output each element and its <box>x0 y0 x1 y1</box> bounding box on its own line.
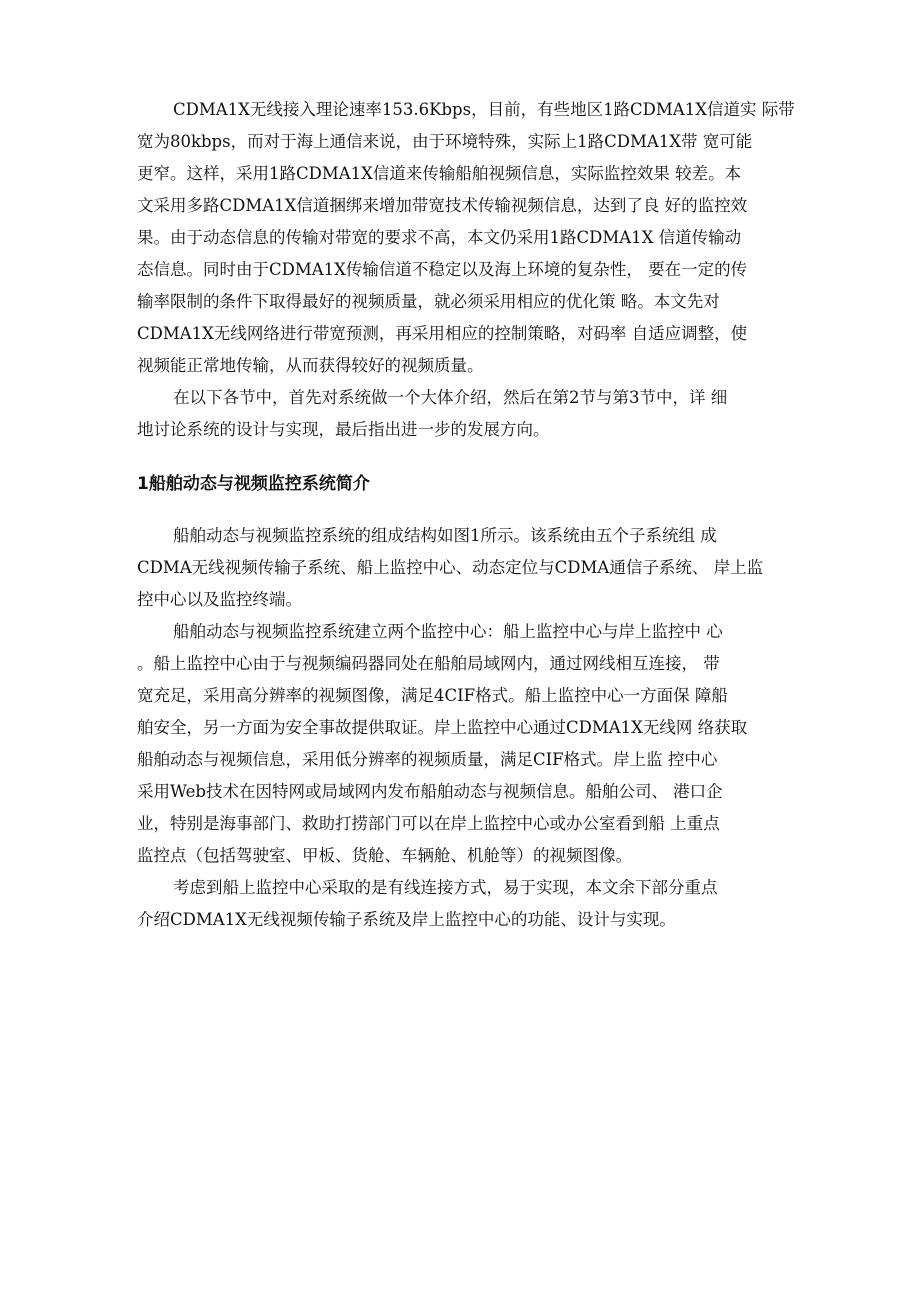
text-line: 控中心以及监控终端。 <box>137 590 302 609</box>
text-line: 业，特别是海事部门、救助打捞部门可以在岸上监控中心或办公室看到船 上重点 <box>137 814 720 833</box>
text-line: 采用Web技术在因特网或局域网内发布船舶动态与视频信息。船舶公司、 港口企 <box>137 782 723 801</box>
text-line: 。船上监控中心由于与视频编码器同处在船舶局域网内，通过网线相互连接， 带 <box>137 654 720 673</box>
section-heading: 1船舶动态与视频监控系统简介 <box>137 474 370 494</box>
paragraph <box>137 382 793 446</box>
document-page <box>137 94 793 936</box>
section-body <box>137 520 793 936</box>
paragraph <box>137 94 793 382</box>
text-line: 舶安全，另一方面为安全事故提供取证。岸上监控中心通过CDMA1X无线网 络获取 <box>137 718 748 737</box>
paragraph <box>137 616 793 872</box>
text-line: CDMA1X无线网络进行带宽预测，再采用相应的控制策略，对码率 自适应调整，使 <box>137 324 748 343</box>
text-line: 船舶动态与视频信息，采用低分辨率的视频质量，满足CIF格式。岸上监 控中心 <box>137 750 718 769</box>
text-line: 船舶动态与视频监控系统建立两个监控中心：船上监控中心与岸上监控中 心 <box>173 622 723 641</box>
text-line: 介绍CDMA1X无线视频传输子系统及岸上监控中心的功能、设计与实现。 <box>137 910 676 929</box>
text-line: 船舶动态与视频监控系统的组成结构如图1所示。该系统由五个子系统组 成 <box>173 526 717 545</box>
text-line: 态信息。同时由于CDMA1X传输信道不稳定以及海上环境的复杂性， 要在一定的传 <box>137 260 748 279</box>
text-line: 文采用多路CDMA1X信道捆绑来增加带宽技术传输视频信息，达到了良 好的监控效 <box>137 196 748 215</box>
text-line: 地讨论系统的设计与实现，最后指出进一步的发展方向。 <box>137 420 550 439</box>
text-line: 更窄。这样，采用1路CDMA1X信道来传输船舶视频信息，实际监控效果 较差。本 <box>137 164 742 183</box>
text-line: 宽充足，采用高分辨率的视频图像，满足4CIF格式。船上监控中心一方面保 障船 <box>137 686 728 705</box>
text-line: 监控点（包括驾驶室、甲板、货舱、车辆舱、机舱等）的视频图像。 <box>137 846 632 865</box>
text-line: CDMA1X无线接入理论速率153.6Kbps，目前，有些地区1路CDMA1X信道实 际带 <box>173 100 795 119</box>
paragraph <box>137 520 793 616</box>
text-line: CDMA无线视频传输子系统、船上监控中心、动态定位与CDMA通信子系统、 岸上监 <box>137 558 764 577</box>
text-line: 考虑到船上监控中心采取的是有线连接方式，易于实现，本文余下部分重点 <box>173 878 718 897</box>
paragraph <box>137 872 793 936</box>
text-line: 宽为80kbps，而对于海上通信来说，由于环境特殊，实际上1路CDMA1X带 宽可能 <box>137 132 753 151</box>
text-line: 视频能正常地传输，从而获得较好的视频质量。 <box>137 356 484 375</box>
intro-section <box>137 94 793 446</box>
text-line: 在以下各节中，首先对系统做一个大体介绍，然后在第2节与第3节中，详 细 <box>173 388 728 407</box>
text-line: 输率限制的条件下取得最好的视频质量，就必须采用相应的优化策 略。本文先对 <box>137 292 720 311</box>
text-line: 果。由于动态信息的传输对带宽的要求不高，本文仍采用1路CDMA1X 信道传输动 <box>137 228 742 247</box>
